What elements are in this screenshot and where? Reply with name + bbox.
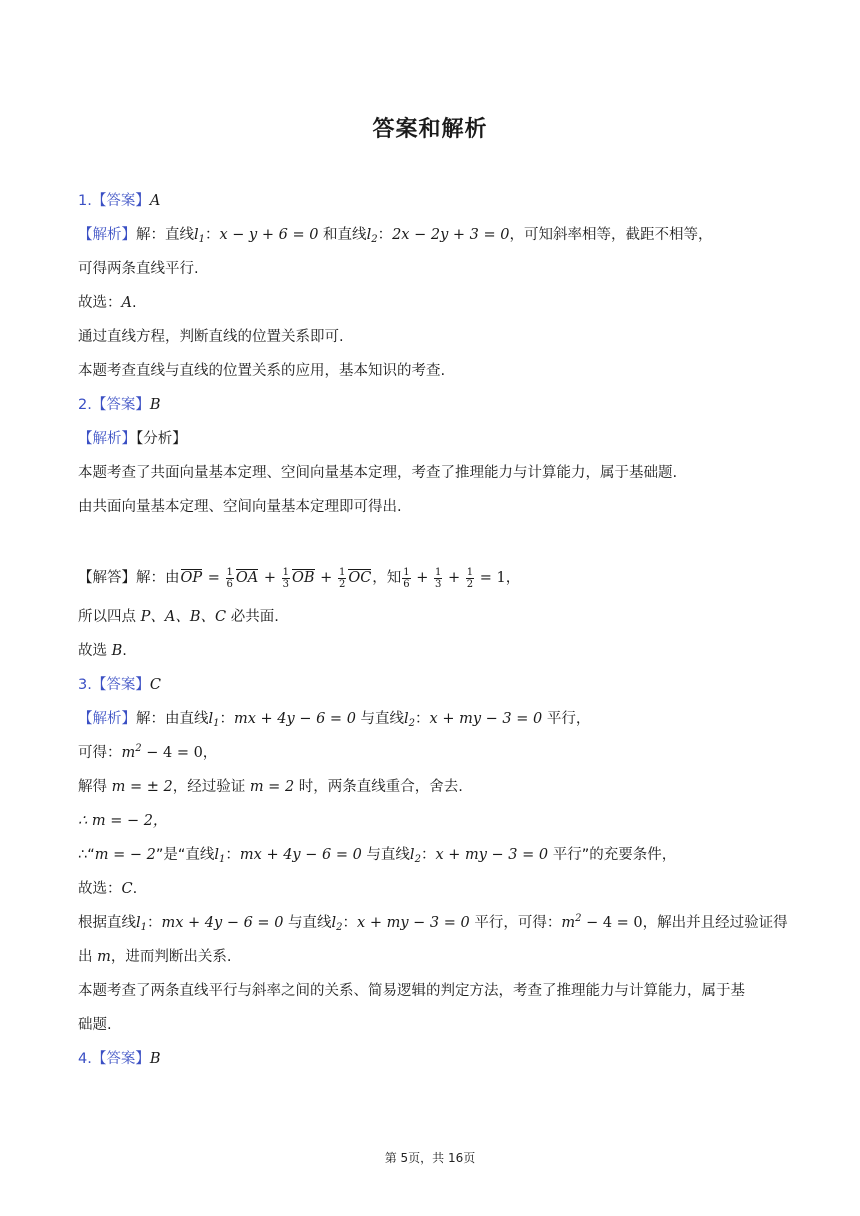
- colon: ：: [205, 227, 220, 243]
- q1-equation-2: 2x − 2y + 3 = 0: [392, 227, 510, 243]
- q3-number: 3.: [78, 677, 92, 693]
- line-l1-symbol: $l_1$: [208, 711, 220, 729]
- q2-text: ，知: [372, 570, 402, 586]
- q3-line-2: 可得：$m^2 - 4 = 0$，: [78, 743, 218, 761]
- q2-text: 解：由: [136, 570, 180, 586]
- fraction-1-3: $\frac{1}{3}$: [282, 566, 290, 590]
- q2-jieda-line: 【解答】解：由OP = $\frac{1}{6}$ OA + $\frac{1}{3}$ OB + $\frac{1}{2}$ OC，知 $\frac{1}{6}$ + $\frac{1}{3}$ + $\frac{1}{2}$ = 1，: [78, 566, 521, 590]
- line-l2-symbol: $l_2$: [409, 847, 421, 865]
- q3-choose-answer: C: [121, 881, 133, 897]
- q1-equation-1: x − y + 6 = 0: [219, 227, 319, 243]
- var-m: m: [97, 949, 111, 965]
- q3-answer-tag: 【答案】: [91, 677, 150, 693]
- q1-line-3: 故选：A.: [78, 295, 137, 311]
- q1-line-5: 本题考查直线与直线的位置关系的应用，基本知识的考查.: [78, 363, 446, 379]
- q3-answer-line: [78, 675, 788, 695]
- q3-line-8: 出 m，进而判断出关系.: [78, 949, 232, 965]
- points: P、A、B、C: [140, 609, 227, 625]
- line-l2-symbol: $l_2$: [366, 227, 378, 245]
- q4-answer-line: [78, 1049, 788, 1069]
- fraction-1-6: $\frac{1}{6}$: [226, 566, 233, 590]
- q2-line-5: 故选 B.: [78, 643, 127, 659]
- m-squared: $m^2$: [121, 743, 142, 761]
- q3-line-3: 解得 m = ± 2，经过验证 m = 2 时，两条直线重合，舍去.: [78, 779, 463, 795]
- q4-answer-tag: 【答案】: [91, 1051, 150, 1067]
- vector-oc: OC: [348, 570, 372, 586]
- vector-oa: OA: [235, 570, 259, 586]
- q2-answer-tag: 【答案】: [91, 397, 150, 413]
- q3-line-9: 本题考查了两条直线平行与斜率之间的关系、简易逻辑的判定方法，考查了推理能力与计算能力，属于基: [78, 983, 745, 999]
- q2-line-2: 由共面向量基本定理、空间向量基本定理即可得出.: [78, 499, 402, 515]
- q1-text: ，可知斜率相等，截距不相等，: [509, 227, 713, 243]
- q3-equation-1: mx + 4y − 6 = 0: [234, 711, 356, 727]
- line-l1-symbol: $l_1$: [136, 915, 148, 933]
- q1-line-4: 通过直线方程，判断直线的位置关系即可.: [78, 329, 344, 345]
- q1-number: 1.: [78, 193, 92, 209]
- q1-answer-tag: 【答案】: [91, 193, 150, 209]
- q1-line-2: 可得两条直线平行.: [78, 261, 199, 277]
- colon: ：: [377, 227, 393, 243]
- q2-fenxi-tag: 【分析】: [136, 431, 187, 447]
- q2-answer: B: [149, 397, 161, 413]
- q1-text: 和直线: [318, 227, 367, 243]
- page-footer: 第 5页，共 16页: [384, 1151, 476, 1165]
- q2-line-1: 本题考查了共面向量基本定理、空间向量基本定理，考查了推理能力与计算能力，属于基础题.: [78, 465, 678, 481]
- q2-choose-answer: B: [111, 643, 123, 659]
- line-l1-symbol: $l_1$: [214, 847, 226, 865]
- q1-text: 解：直线: [136, 227, 194, 243]
- q3-equation-2: x + my − 3 = 0: [429, 711, 543, 727]
- q3-line-6: 故选：C.: [78, 881, 138, 897]
- fraction-1-6: $\frac{1}{6}$: [403, 566, 410, 590]
- line-l1-symbol: $l_1$: [194, 227, 206, 245]
- q2-answer-line: [78, 395, 788, 415]
- q2-analysis-tag: 【解析】: [78, 431, 136, 447]
- q1-analysis-tag: 【解析】: [78, 227, 136, 243]
- line-l2-symbol: $l_2$: [404, 711, 416, 729]
- vector-op: OP: [180, 570, 203, 586]
- q3-analysis-tag: 【解析】: [78, 711, 136, 727]
- q3-answer: C: [149, 677, 161, 693]
- q1-analysis-line: [78, 225, 788, 245]
- q1-choose-answer: A: [121, 295, 132, 311]
- q3-line-5: ∴“m = − 2”是“直线$l_1$：mx + 4y − 6 = 0 与直线$l_2$：x + my − 3 = 0 平行”的充要条件，: [78, 847, 677, 865]
- q2-line-4: 所以四点 P、A、B、C 必共面.: [78, 609, 279, 625]
- fraction-1-2: $\frac{1}{2}$: [338, 566, 346, 590]
- q1-choose-text: 故选：: [78, 295, 122, 311]
- q3-line-7: 根据直线$l_1$：mx + 4y − 6 = 0 与直线$l_2$：x + my − 3 = 0 平行，可得：$m^2 - 4 = 0$，解出并且经过验证得: [78, 913, 788, 933]
- q3-line-10: 础题.: [78, 1017, 112, 1033]
- q2-jieda-tag: 【解答】: [78, 570, 136, 586]
- q3-analysis-line: 【解析】解：由直线$l_1$：mx + 4y − 6 = 0 与直线$l_2$：x + my − 3 = 0 平行，: [78, 711, 591, 729]
- fraction-1-2: $\frac{1}{2}$: [466, 566, 474, 590]
- m-squared: $m^2$: [561, 913, 582, 931]
- q1-answer-line: [78, 191, 788, 211]
- q1-answer: A: [149, 193, 161, 209]
- line-l2-symbol: $l_2$: [331, 915, 343, 933]
- sum-result: = 1，: [475, 570, 521, 586]
- q4-number: 4.: [78, 1051, 92, 1067]
- q2-analysis-line: [78, 429, 788, 449]
- q2-number: 2.: [78, 397, 92, 413]
- q3-line-4: ∴ m = − 2，: [78, 813, 168, 829]
- vector-ob: OB: [292, 570, 315, 586]
- page-title: 答案和解析: [372, 117, 488, 142]
- q4-answer: B: [149, 1051, 161, 1067]
- fraction-1-3: $\frac{1}{3}$: [435, 566, 442, 590]
